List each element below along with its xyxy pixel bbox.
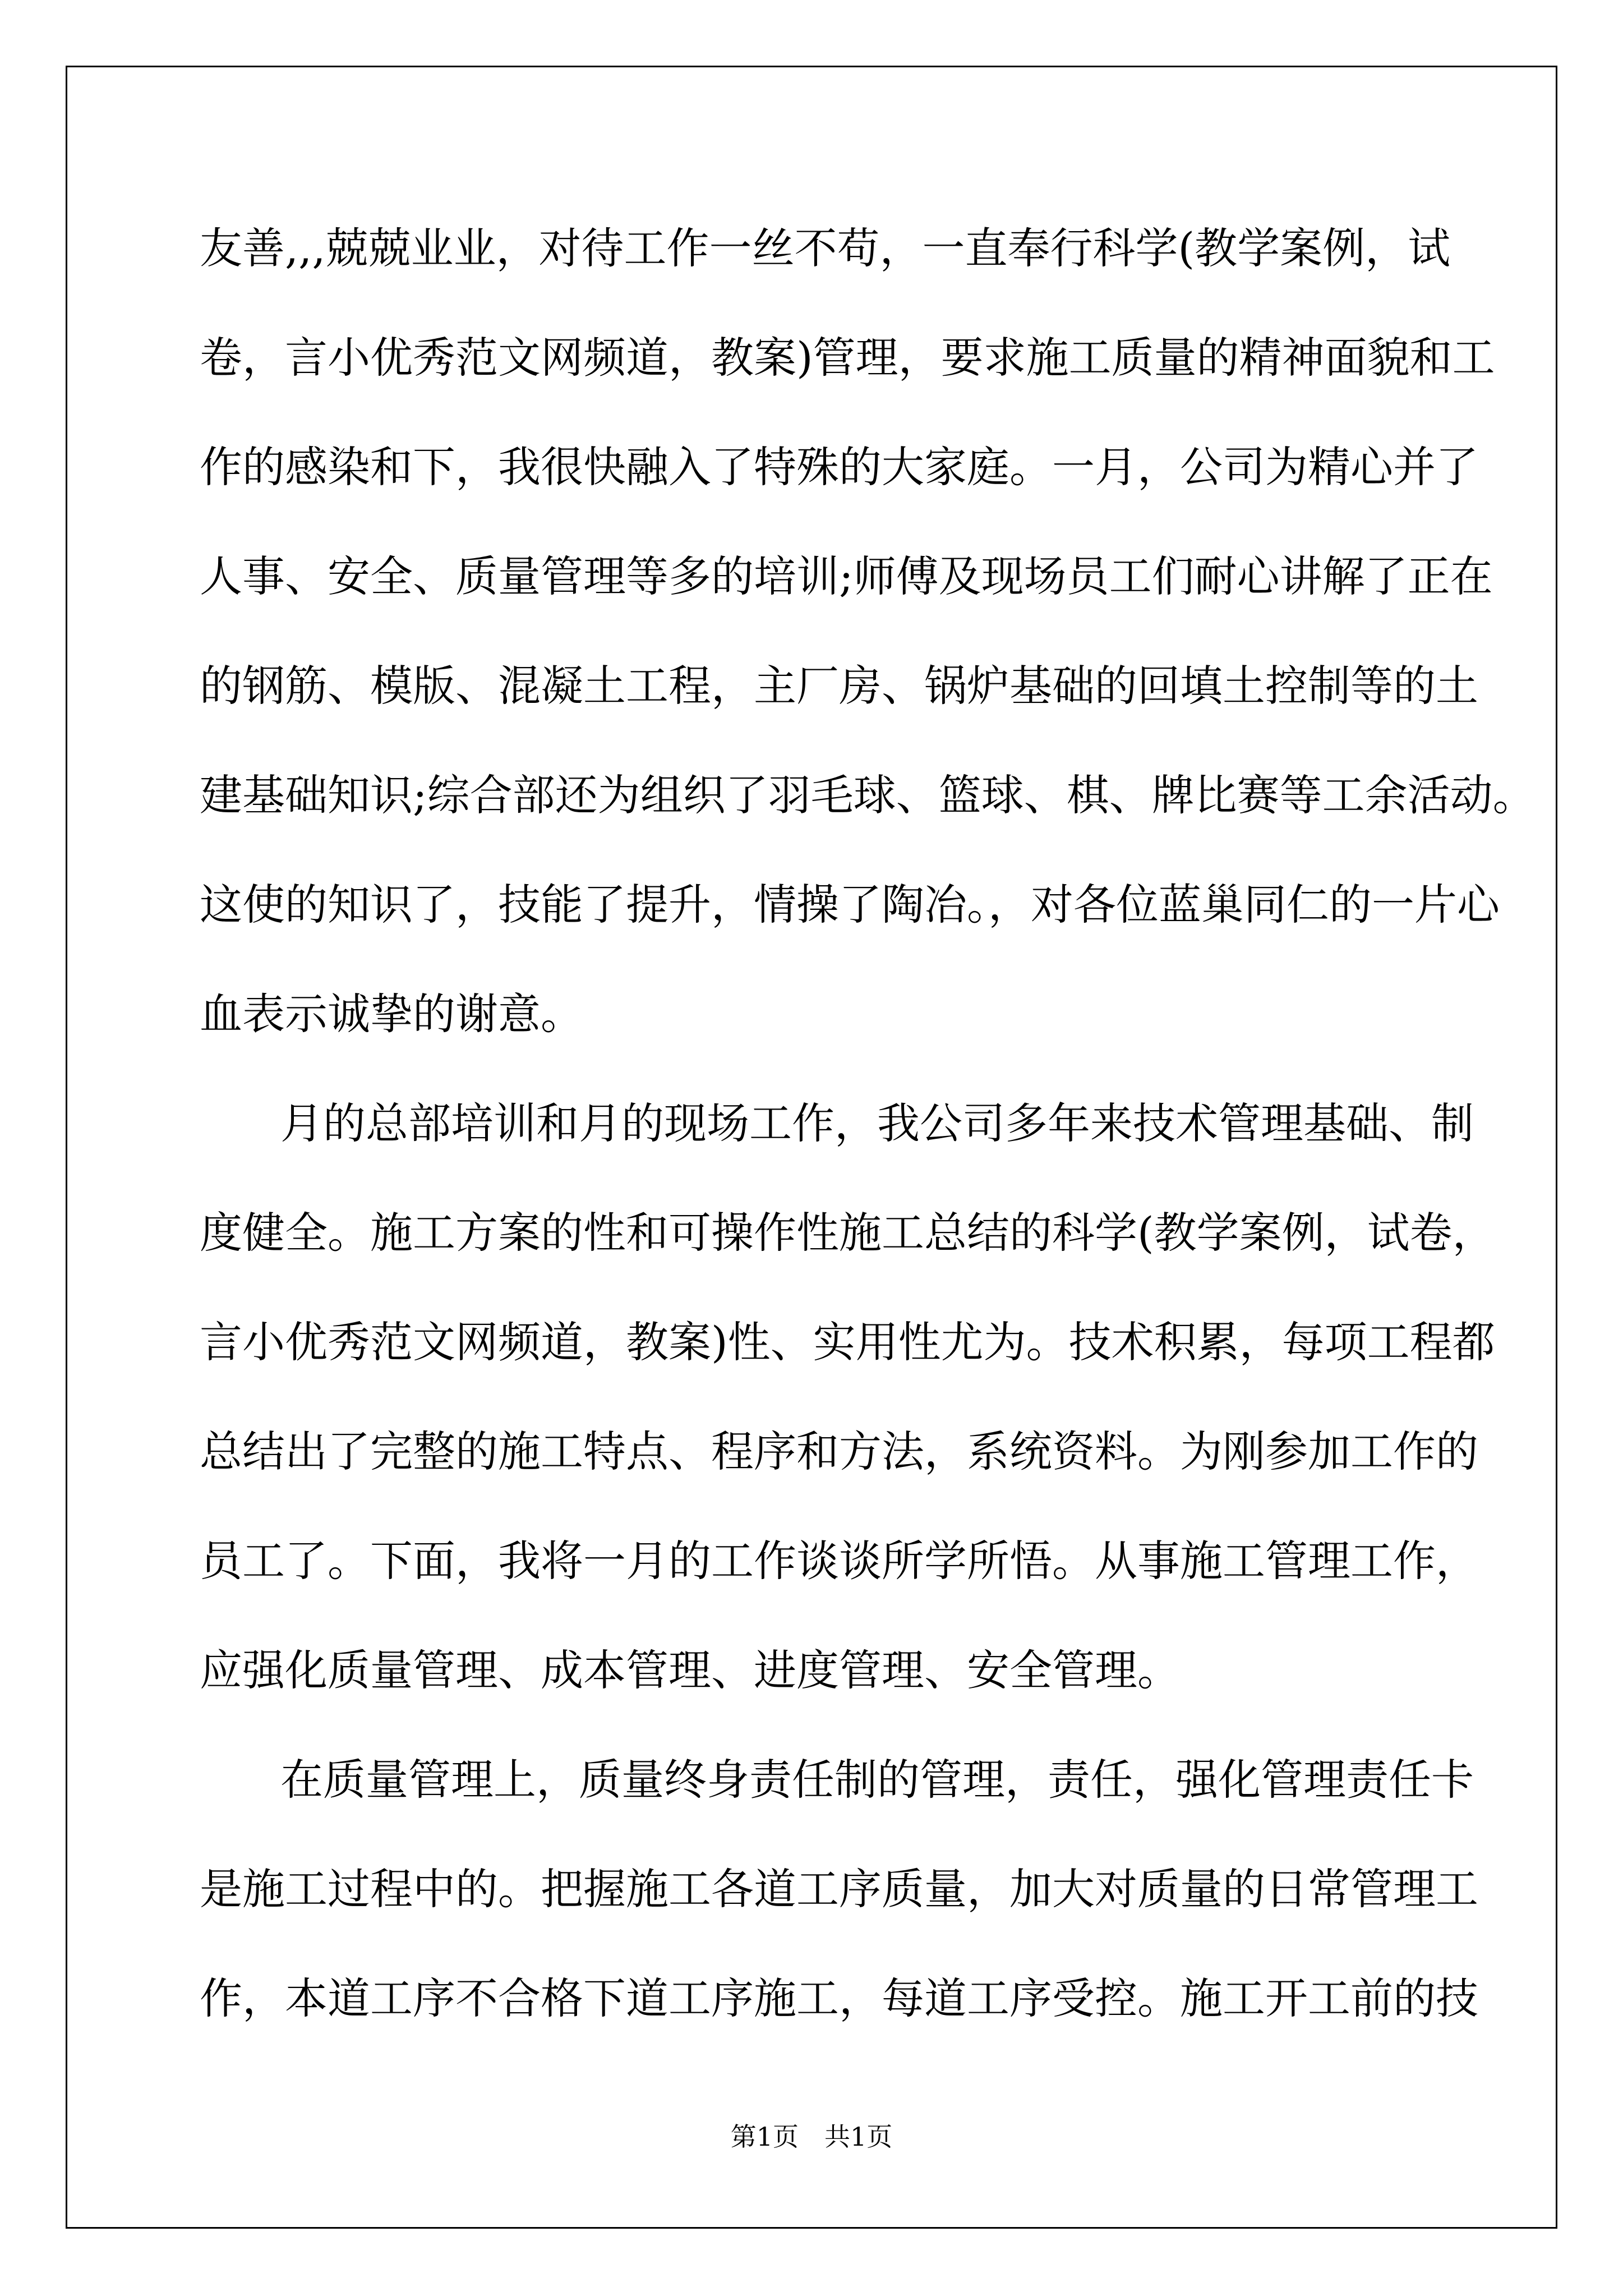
text-line: 建基础知识;综合部还为组织了羽毛球、篮球、棋、牌比赛等工余活动。 (200, 770, 1536, 820)
text-line: 人事、安全、质量管理等多的培训;师傅及现场员工们耐心讲解了正在 (200, 551, 1493, 601)
text-line: 友善,,,兢兢业业，对待工作一丝不苟，一直奉行科学(教学案例，试 (200, 223, 1451, 273)
page-footer: 第1页 共1页 (730, 2122, 893, 2152)
text-line: 员工了。下面，我将一月的工作谈谈所学所悟。从事施工管理工作， (200, 1536, 1478, 1586)
text-line: 在质量管理上，质量终身责任制的管理，责任，强化管理责任卡 (280, 1755, 1474, 1805)
text-line: 作的感染和下，我很快融入了特殊的大家庭。一月，公司为精心并了 (200, 442, 1478, 492)
text-line: 度健全。施工方案的性和可操作性施工总结的科学(教学案例，试卷， (200, 1208, 1495, 1258)
text-line: 总结出了完整的施工特点、程序和方法，系统资料。为刚参加工作的 (200, 1427, 1478, 1476)
text-line: 言小优秀范文网频道，教案)性、实用性尤为。技术积累，每项工程都 (200, 1317, 1495, 1367)
text-line: 月的总部培训和月的现场工作，我公司多年来技术管理基础、制 (280, 1098, 1474, 1148)
text-line: 作，本道工序不合格下道工序施工，每道工序受控。施工开工前的技 (200, 1973, 1478, 2023)
text-line: 这使的知识了，技能了提升，情操了陶冶。，对各位蓝巢同仁的一片心 (200, 880, 1500, 930)
text-line: 血表示诚挚的谢意。 (200, 989, 583, 1039)
text-line: 的钢筋、模版、混凝土工程，主厂房、锅炉基础的回填土控制等的土 (200, 661, 1478, 711)
text-line: 是施工过程中的。把握施工各道工序质量，加大对质量的日常管理工 (200, 1864, 1478, 1914)
text-line: 应强化质量管理、成本管理、进度管理、安全管理。 (200, 1645, 1180, 1695)
text-line: 卷，言小优秀范文网频道，教案)管理，要求施工质量的精神面貌和工 (200, 333, 1495, 383)
